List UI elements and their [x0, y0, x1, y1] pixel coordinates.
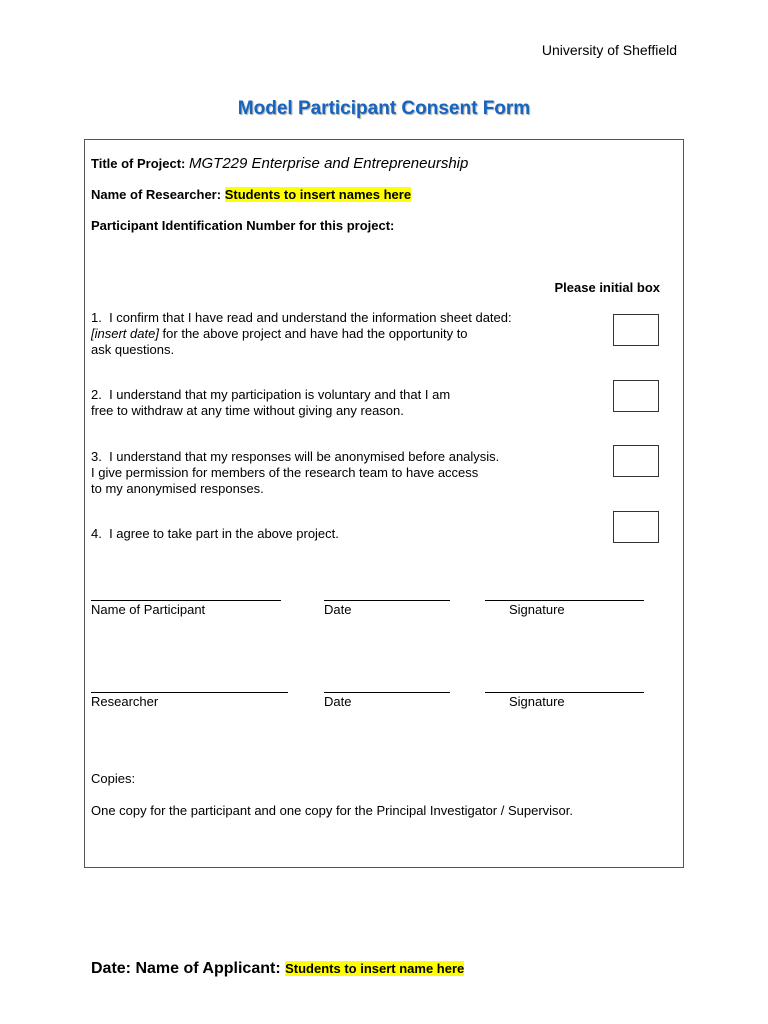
statement-1 [91, 310, 512, 358]
copies-label: Copies: [91, 771, 136, 786]
participant-signature-line[interactable] [485, 600, 644, 601]
researcher-signature-line[interactable] [485, 692, 644, 693]
participant-name-line[interactable] [91, 600, 281, 601]
statement-text: I give permission for members of the research team to have access [91, 465, 479, 480]
statement-4 [91, 526, 339, 542]
researcher-row [91, 187, 411, 202]
statement-text: I understand that my responses will be anonymised before analysis. [109, 449, 500, 464]
statement-number: 1. [91, 310, 102, 325]
project-value: MGT229 Enterprise and Entrepreneurship [189, 155, 469, 172]
statement-text: I agree to take part in the above project. [109, 526, 339, 541]
consent-form-box [84, 139, 684, 868]
page-title: Model Participant Consent Form [237, 98, 531, 119]
initial-box-2[interactable] [613, 380, 659, 412]
researcher-date-line[interactable] [324, 692, 450, 693]
researcher-value: Students to insert names here [224, 187, 412, 202]
statement-text: free to withdraw at any time without giving any reason. [91, 403, 404, 418]
statement-2 [91, 387, 450, 419]
researcher-label: Researcher [91, 694, 159, 709]
statement-number: 3. [91, 449, 102, 464]
initial-box-1[interactable] [613, 314, 659, 346]
statement-3 [91, 449, 499, 497]
applicant-label: Date: Name of Applicant: [91, 960, 281, 977]
university-name: University of Sheffield [541, 42, 677, 58]
statement-text: ask questions. [91, 342, 175, 357]
statement-text: for the above project and have had the opportunity to [158, 326, 468, 341]
name-of-participant-label: Name of Participant [91, 602, 206, 617]
initial-box-label: Please initial box [554, 280, 660, 295]
initial-box-4[interactable] [613, 511, 659, 543]
applicant-footer [91, 960, 464, 978]
statement-text: I understand that my participation is voluntary and that I am [109, 387, 451, 402]
statement-number: 4. [91, 526, 102, 541]
researcher-name-line[interactable] [91, 692, 288, 693]
signature-label: Signature [509, 694, 565, 709]
participant-id-label: Participant Identification Number for this project: [91, 218, 395, 233]
project-row [91, 155, 468, 172]
signature-label: Signature [509, 602, 565, 617]
initial-box-3[interactable] [613, 445, 659, 477]
applicant-name-value: Students to insert name here [285, 961, 465, 976]
researcher-label: Name of Researcher: [91, 187, 222, 202]
statement-text: to my anonymised responses. [91, 481, 264, 496]
project-label: Title of Project: [91, 156, 186, 171]
copies-text: One copy for the participant and one copy for the Principal Investigator / Supervisor. [91, 803, 573, 818]
participant-date-line[interactable] [324, 600, 450, 601]
date-label: Date [324, 694, 352, 709]
statement-number: 2. [91, 387, 102, 402]
insert-date-placeholder: [insert date] [91, 326, 159, 341]
statement-text: I confirm that I have read and understand the information sheet dated: [109, 310, 512, 325]
date-label: Date [324, 602, 352, 617]
